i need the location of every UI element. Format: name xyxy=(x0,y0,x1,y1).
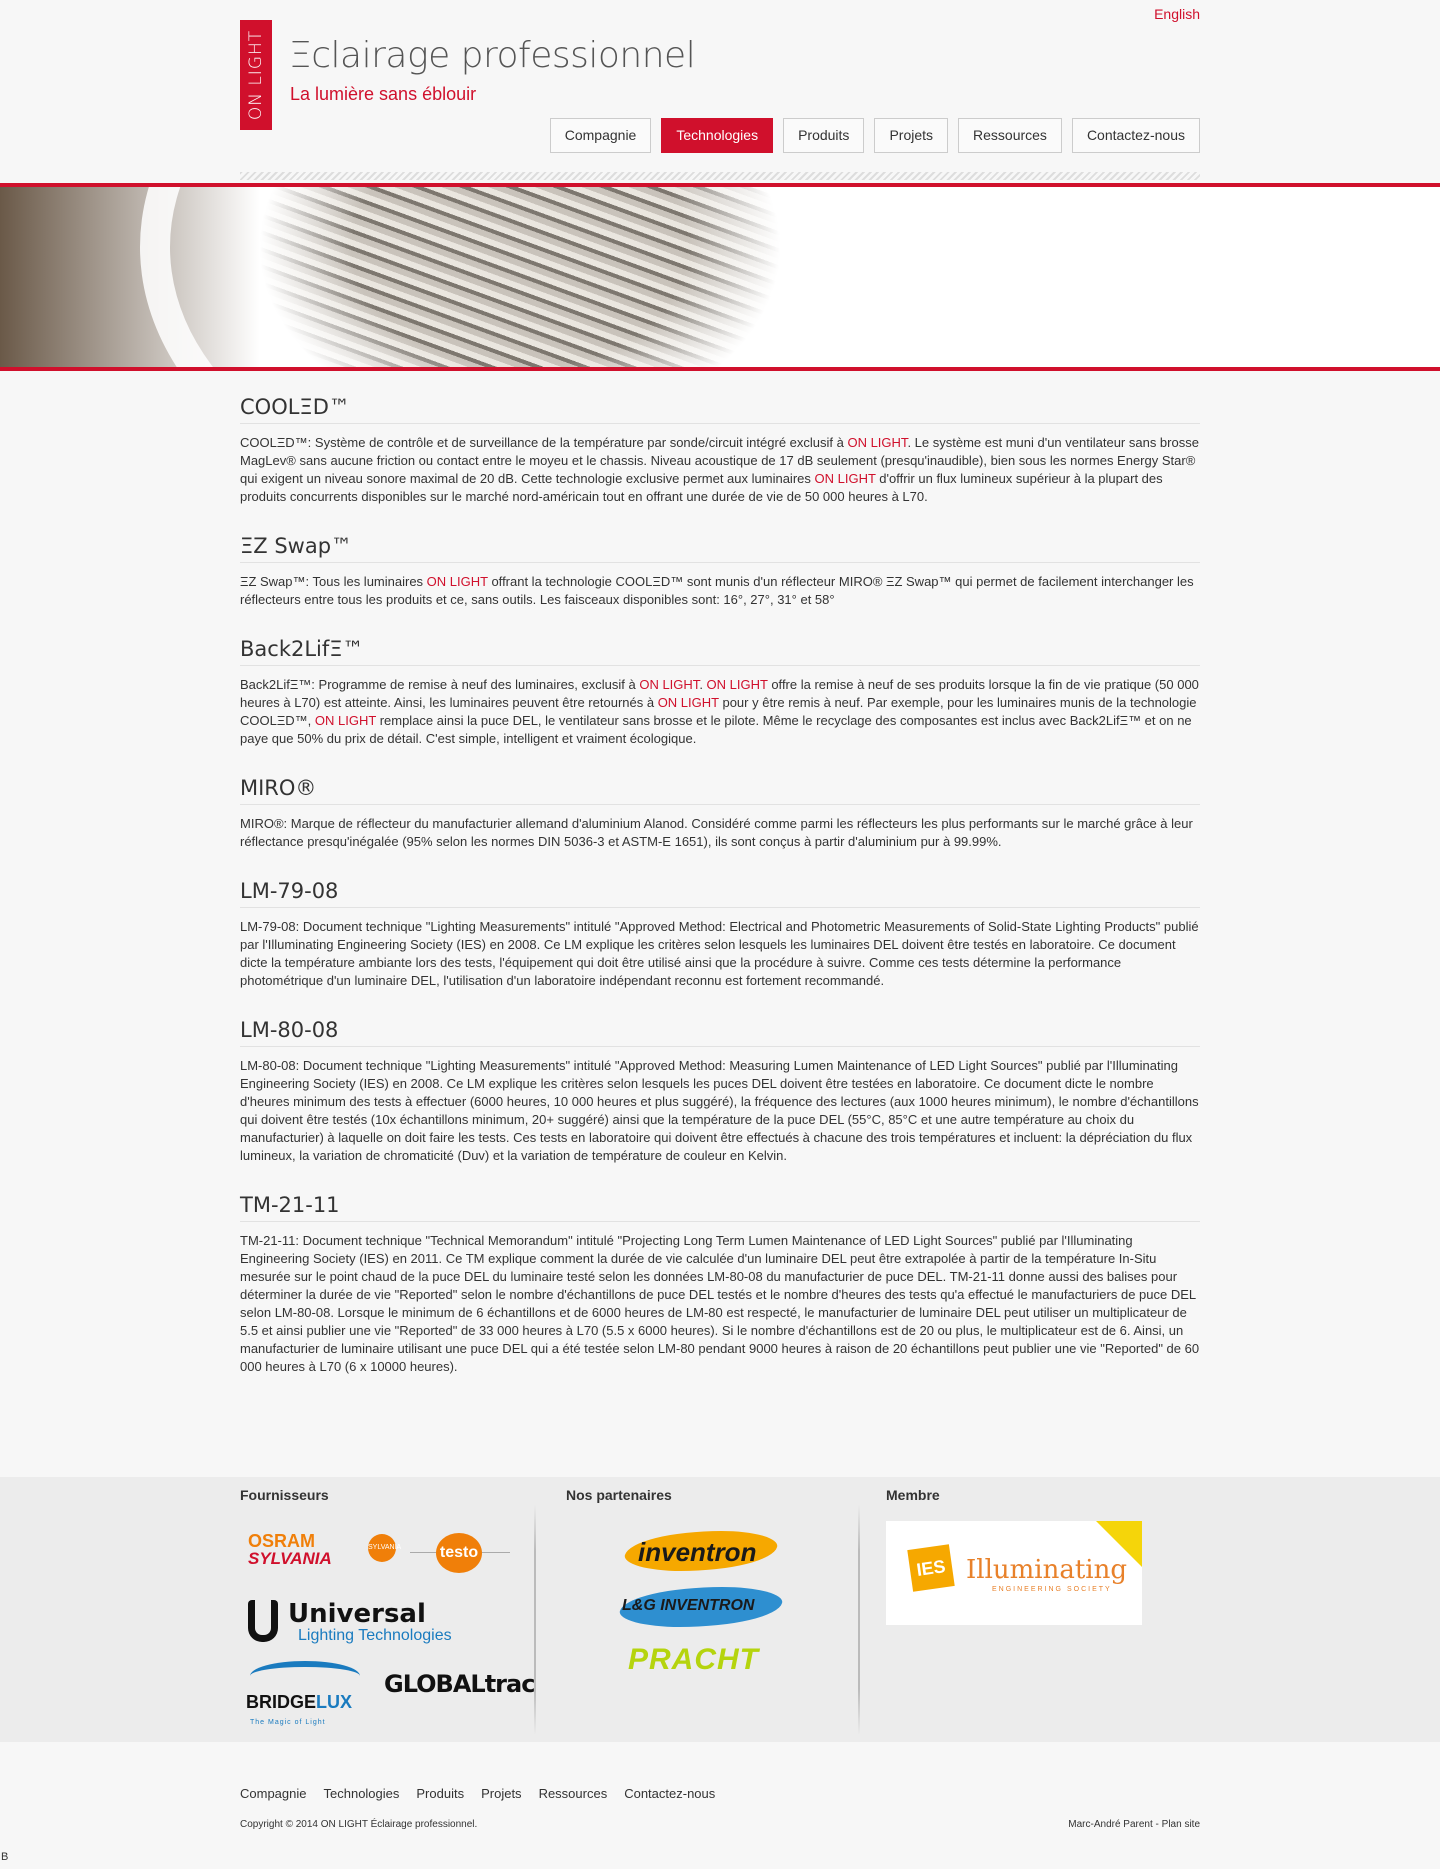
suppliers-heading: Fournisseurs xyxy=(240,1487,329,1503)
nav-produits[interactable]: Produits xyxy=(783,118,864,153)
section-body xyxy=(240,434,1200,506)
lg-inventron-logo[interactable]: L&G INVENTRON xyxy=(622,1597,755,1614)
language-link[interactable]: English xyxy=(1154,6,1200,22)
partners-column xyxy=(566,1477,856,1742)
section-title: LM-79-08 xyxy=(240,879,1200,908)
bridgelux-bridge: BRIDGE xyxy=(246,1692,317,1712)
body-text: MIRO®: Marque de réflecteur du manufacturier allemand d'aluminium Alanod. Considéré comme parmi les réflecteurs les plus performants sur le marché grâce à leur réflectance presqu'inégalée (95% selon les normes DIN 5036-3 et ASTM-E 1651), ils sont conçus à partir d'aluminium pur à 99.99%. xyxy=(240,816,1193,849)
credit-link[interactable]: Marc-André Parent - Plan site xyxy=(1068,1819,1200,1830)
suppliers-column xyxy=(240,1477,535,1742)
body-text: . xyxy=(699,677,707,692)
body-text: LM-80-08: Document technique "Lighting Measurements" intitulé "Approved Method: Measuring Lumen Maintenance of LED Light Sources" publié par l'Illuminating Engineering Society (IES) en 2008. Ce LM explique les critères selon lesquels les puces DEL doivent être testées en laboratoire. Ce document dicte le nombre d'heures minimum des tests à effectuer (6000 heures, 10 000 heures et plus suggéré), la fréquence des lectures (aux 1000 heures minimum), le nombre d'échantillons qui doivent être testés (10x échantillons minimum, 20+ suggéré) ainsi que la température de la puce DEL (55°C, 85°C et une autre température au choix du manufacturier) à laquelle on doit faire les tests. Ces tests en laboratoire qui doivent être effectués à chacune des trois températures et incluent: la dépréciation du flux lumineux, la variation de chromaticité (Duv) et la variation de température de couleur en Kelvin. xyxy=(240,1058,1199,1163)
ies-name: Illuminating xyxy=(966,1555,1128,1585)
footer-link-technologies[interactable]: Technologies xyxy=(323,1786,400,1801)
corner-mark: B xyxy=(1,1851,9,1863)
osram-badge-icon: SYLVANIA xyxy=(368,1534,396,1562)
body-text: offrant la technologie COOLΞD™ sont munis d'un réflecteur MIRO® ΞZ Swap™ qui permet de facilement interchanger les réflecteurs entre tous les produits et ce, sans outils. Les faisceaux disponibles sont: 16°, 27°, 31° et 58° xyxy=(240,574,1194,607)
brand-highlight: ON LIGHT xyxy=(657,695,719,710)
section-body xyxy=(240,573,1200,609)
bridgelux-swoosh-icon xyxy=(250,1661,360,1691)
partners-band xyxy=(0,1477,1440,1742)
body-text: pour y être remis à neuf. Par exemple, pour les luminaires munis de la technologie COOLΞD™, xyxy=(240,695,1197,728)
header-hatch-divider xyxy=(240,172,1200,180)
tech-section xyxy=(240,1193,1200,1376)
brand-highlight: ON LIGHT xyxy=(639,677,700,692)
footer-nav xyxy=(240,1786,715,1801)
column-divider xyxy=(858,1505,860,1735)
nav-compagnie[interactable]: Compagnie xyxy=(550,118,652,153)
body-text: COOLΞD™: Système de contrôle et de surveillance de la température par sonde/circuit intégré exclusif à xyxy=(240,435,848,450)
body-text: Back2LifΞ™: Programme de remise à neuf des luminaires, exclusif à xyxy=(240,677,640,692)
tech-section xyxy=(240,534,1200,609)
bridgelux-tagline: The Magic of Light xyxy=(250,1719,326,1726)
tech-section xyxy=(240,1018,1200,1165)
hero-banner xyxy=(0,183,1440,371)
footer-link-ressources[interactable]: Ressources xyxy=(538,1786,608,1801)
main-nav xyxy=(550,118,1200,153)
section-body xyxy=(240,918,1200,990)
body-text: offre la remise à neuf de ses produits lorsque la fin de vie pratique (50 000 heures à L70) est atteinte. Ainsi, les luminaires peuvent être retournés à xyxy=(240,677,1199,710)
ies-subtitle: ENGINEERING SOCIETY xyxy=(992,1586,1112,1593)
bridgelux-logo[interactable] xyxy=(246,1692,352,1713)
member-heading: Membre xyxy=(886,1487,940,1503)
tech-section xyxy=(240,776,1200,851)
section-body xyxy=(240,815,1200,851)
footer xyxy=(0,1742,1440,1869)
osram-sylvania-logo[interactable] xyxy=(248,1533,332,1567)
brand-highlight: ON LIGHT xyxy=(426,574,488,589)
banner-reflector-rim xyxy=(140,183,900,371)
body-text: TM-21-11: Document technique "Technical Memorandum" intitulé "Projecting Long Term Lumen Maintenance of LED Light Sources" publié par l'Illuminating Engineering Society (IES) en 2011. Ce TM explique comment la durée de vie calculée d'un luminaire DEL peut être extrapolée à partir de la température In-Situ mesurée sur le point chaud de la puce DEL du luminaire testé selon les données LM-80-08 du manufacturier de puce DEL. TM-21-11 donne aussi des balises pour déterminer la durée de vie "Reported" selon le nombre d'échantillons de puce DEL testés et le nombre d'heures des tests qu'a effectué le manufacturiers de puce DEL selon LM-80-08. Lorsque le minimum de 6 échantillons et de 6000 heures de LM-80 est respecté, le manufacturier de luminaire DEL peut utiliser un multiplicateur de 5.5 et ainsi publier une vie "Reported" de 33 000 heures à L70 (5.5 x 6000 heures). Si le nombre d'échantillons est de 20 ou plus, le multiplicateur est de 6. Ainsi, un manufacturier de luminaire utilisant une puce DEL qui a été testée selon LM-80 pendant 9000 heures à raison de 20 échantillons peut publier une vie "Reported" de 60 000 heures à L70 (6 x 10000 heures). xyxy=(240,1233,1200,1374)
body-text: remplace ainsi la puce DEL, le ventilateur sans brosse et le pilote. Même le recyclage des composantes est inclus avec Back2LifΞ™ et on ne paye que 50% du prix de détail. C'est simple, intelligent et vraiment écologique. xyxy=(240,713,1192,746)
globaltrac-logo[interactable]: GLOBALtrac xyxy=(384,1670,535,1698)
column-divider xyxy=(534,1505,536,1735)
tech-section xyxy=(240,637,1200,748)
member-column xyxy=(886,1477,1200,1742)
osram-text: OSRAM xyxy=(248,1531,315,1551)
brand-highlight: ON LIGHT xyxy=(706,677,768,692)
bridgelux-lux: LUX xyxy=(316,1692,353,1712)
tech-section xyxy=(240,879,1200,990)
section-title: LM-80-08 xyxy=(240,1018,1200,1047)
body-text: d'offrir un flux lumineux supérieur à la plupart des produits concurrents disponibles sur le marché nord-américain tout en offrant une durée de vie de 50 000 heures à L70. xyxy=(240,471,1163,504)
ies-mark-icon: IES xyxy=(907,1544,954,1591)
testo-logo[interactable]: testo xyxy=(436,1533,482,1573)
inventron-logo[interactable]: inventron xyxy=(638,1537,757,1567)
header xyxy=(0,0,1440,175)
brand-highlight: ON LIGHT xyxy=(847,435,908,450)
tech-section xyxy=(240,395,1200,506)
brand-highlight: ON LIGHT xyxy=(314,713,377,728)
section-body xyxy=(240,676,1200,748)
section-title: COOLΞD™ xyxy=(240,395,1200,424)
body-text: . Le système est muni d'un ventilateur sans brosse MagLev® sans aucune friction ou contact entre le moyeu et le chassis. Niveau acoustique de 17 dB seulement (presqu'inaudible), bien sous les normes Energy Star® qui exigent un niveau sonore maximal de 20 dB. Cette technologie exclusive permet aux luminaires xyxy=(240,435,1199,486)
sylvania-text: SYLVANIA xyxy=(248,1549,332,1568)
body-text: ΞZ Swap™: Tous les luminaires xyxy=(240,574,427,589)
brand-tab-label: ON LIGHT xyxy=(246,29,266,121)
pracht-logo[interactable]: PRACHT xyxy=(628,1643,759,1676)
footer-link-projets[interactable]: Projets xyxy=(481,1786,522,1801)
partners-heading: Nos partenaires xyxy=(566,1487,672,1503)
section-title: TM-21-11 xyxy=(240,1193,1200,1222)
nav-ressources[interactable]: Ressources xyxy=(958,118,1062,153)
section-body xyxy=(240,1057,1200,1165)
nav-contact[interactable]: Contactez-nous xyxy=(1072,118,1200,153)
section-title: ΞZ Swap™ xyxy=(240,534,1200,563)
technologies-content xyxy=(240,395,1200,1404)
copyright-text: Copyright © 2014 ON LIGHT Éclairage professionnel. xyxy=(240,1819,478,1830)
section-body xyxy=(240,1232,1200,1376)
section-title: Back2LifΞ™ xyxy=(240,637,1200,666)
universal-logo[interactable]: Universal xyxy=(288,1599,426,1629)
site-tagline: La lumière sans éblouir xyxy=(290,84,477,104)
footer-link-compagnie[interactable]: Compagnie xyxy=(240,1786,307,1801)
footer-link-contact[interactable]: Contactez-nous xyxy=(624,1786,716,1801)
universal-u-icon xyxy=(248,1600,278,1642)
site-title[interactable]: Ξclairage professionnel xyxy=(289,35,696,76)
ies-logo[interactable] xyxy=(886,1521,1142,1625)
nav-projets[interactable]: Projets xyxy=(874,118,948,153)
body-text: LM-79-08: Document technique "Lighting Measurements" intitulé "Approved Method: Electrical and Photometric Measurements of Solid-State Lighting Products" publié par l'Illuminating Engineering Society (IES) en 2008. Ce LM explique les critères selon lesquels les luminaires DEL doivent être testés en laboratoire. Ce document dicte la température ambiante lors des tests, l'équipement qui doit être utilisé ainsi que la procédure à suivre. Comme ces tests détermine la performance photométrique d'un luminaire DEL, l'utilisation d'un laboratoire indépendant reconnu est fortement recommandé. xyxy=(240,919,1199,988)
brand-logo-tab[interactable] xyxy=(240,20,272,130)
universal-subtitle: Lighting Technologies xyxy=(298,1627,452,1644)
nav-technologies[interactable]: Technologies xyxy=(661,118,773,153)
section-title: MIRO® xyxy=(240,776,1200,805)
footer-link-produits[interactable]: Produits xyxy=(416,1786,465,1801)
brand-highlight: ON LIGHT xyxy=(814,471,876,486)
